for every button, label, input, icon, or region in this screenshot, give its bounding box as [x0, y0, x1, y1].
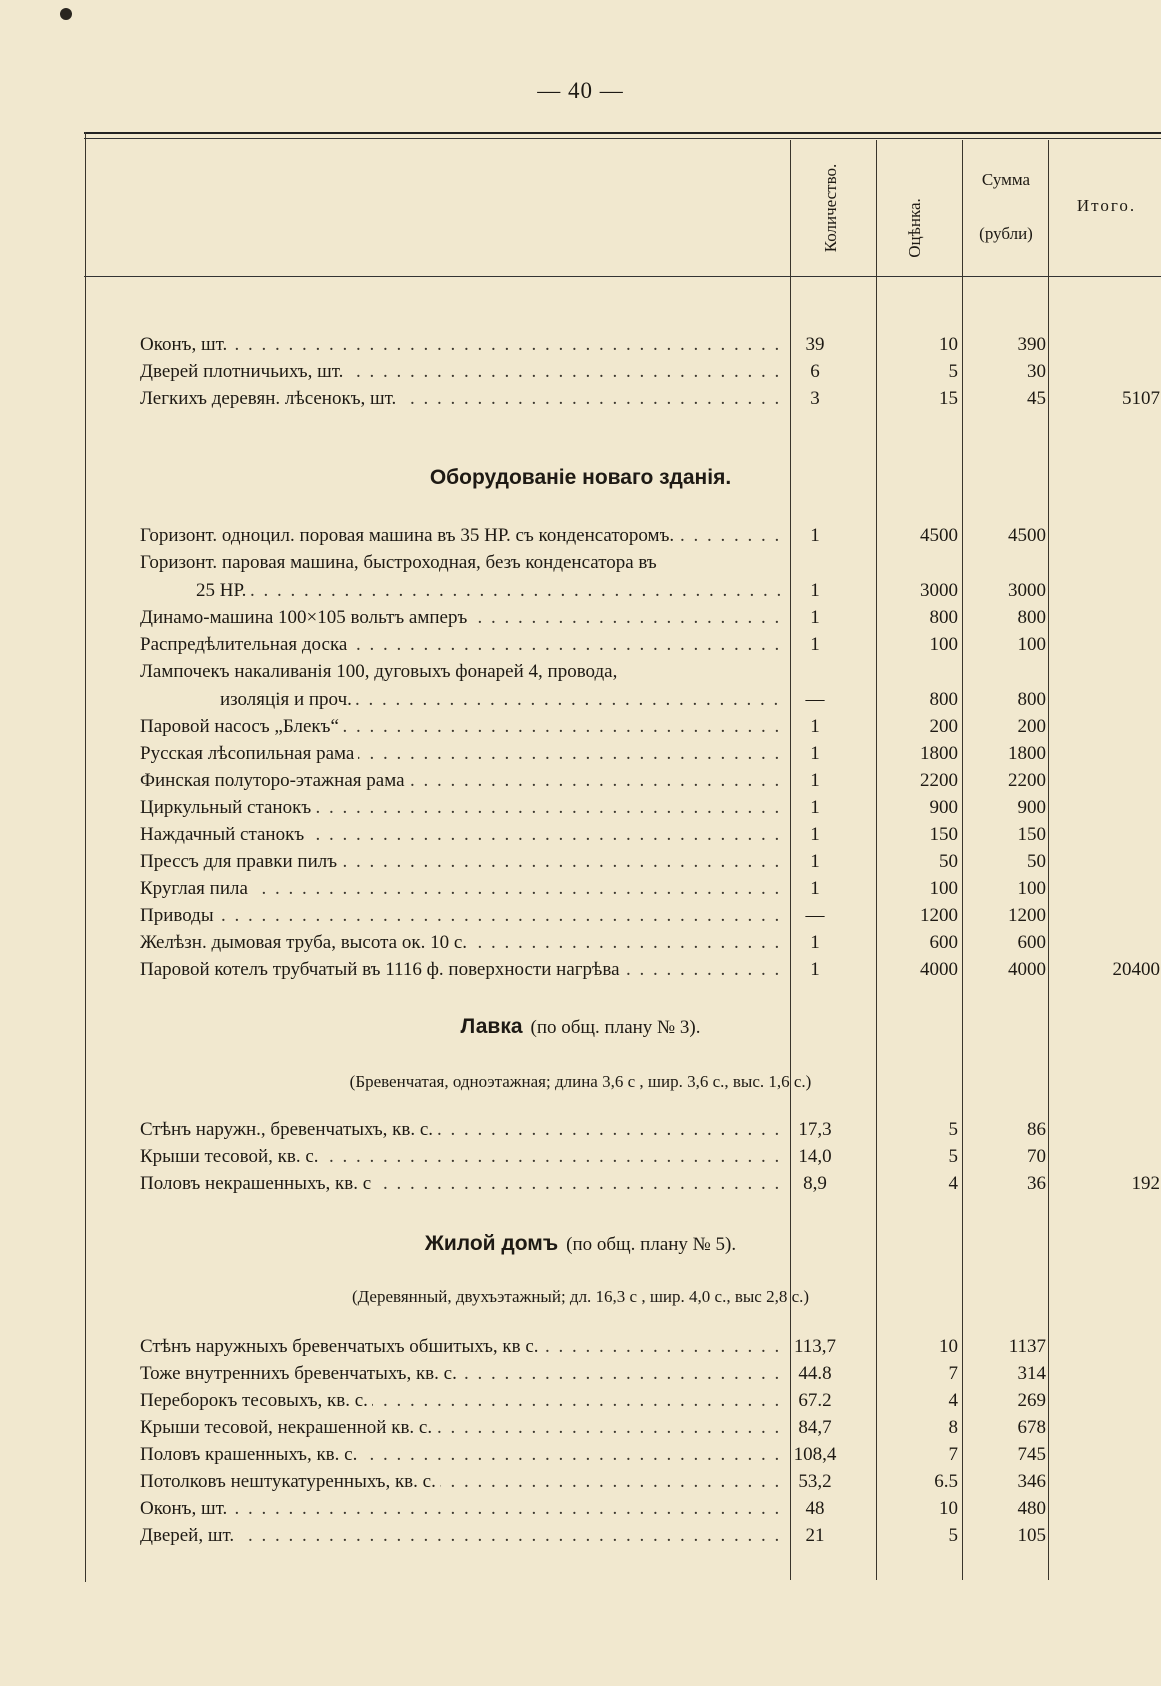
section-subtitle-house: (Деревянный, двухъэтажный; дл. 16,3 с , шир. 4,0 с., выс 2,8 с.) [351, 1287, 810, 1306]
row-rate: 5 [948, 1525, 958, 1546]
table-row [0, 1525, 1161, 1551]
table-row [0, 1471, 1161, 1497]
row-sum: 390 [1017, 334, 1046, 355]
row-rate: 5 [948, 1119, 958, 1140]
row-sum: 105 [1017, 1525, 1046, 1546]
row-quantity: 48 [805, 1498, 825, 1519]
header-total: Итого. [1076, 196, 1137, 215]
table-row-line1 [0, 661, 1161, 687]
row-description-cont [196, 580, 780, 602]
row-description-text: Переборокъ тесовыхъ, кв. с. [140, 1390, 372, 1411]
row-sum: 50 [1027, 851, 1046, 872]
row-sum: 678 [1017, 1417, 1046, 1438]
table-row [0, 1173, 1161, 1199]
row-description-text: Стѣнъ наружн., бревенчатыхъ, кв. с. [140, 1119, 437, 1140]
row-total: 20400 [1112, 959, 1160, 980]
row-rate: 15 [939, 388, 958, 409]
table-row [0, 361, 1161, 387]
row-sum: 100 [1017, 878, 1046, 899]
row-rate: 3000 [920, 580, 958, 601]
row-description [140, 1525, 780, 1547]
row-description [140, 878, 780, 900]
table-top-rule [84, 132, 1161, 134]
row-total: 5107 [1122, 388, 1160, 409]
row-description [140, 1363, 780, 1385]
table-row [0, 1146, 1161, 1172]
row-sum: 745 [1017, 1444, 1046, 1465]
row-rate: 100 [929, 634, 958, 655]
row-description-text: Стѣнъ наружныхъ бревенчатыхъ обшитыхъ, кв с. [140, 1336, 543, 1357]
row-sum: 1200 [1008, 905, 1046, 926]
row-description [140, 716, 780, 738]
table-row [0, 580, 1161, 606]
row-sum: 346 [1017, 1471, 1046, 1492]
row-rate: 8 [948, 1417, 958, 1438]
table-top-rule-thin [84, 138, 1161, 139]
table-header-rule [84, 276, 1161, 277]
row-sum: 4500 [1008, 525, 1046, 546]
row-description-text: Паровой насосъ „Блекъ“ [140, 716, 343, 737]
row-description [140, 634, 780, 656]
row-description [140, 334, 780, 356]
row-sum: 800 [1017, 607, 1046, 628]
row-sum: 4000 [1008, 959, 1046, 980]
row-quantity: 1 [810, 743, 820, 764]
row-quantity: 17,3 [798, 1119, 832, 1140]
row-description-text: Крыши тесовой, некрашенной кв. с. [140, 1417, 436, 1438]
row-rate: 800 [929, 689, 958, 710]
row-description [140, 388, 780, 410]
row-description-text: Дверей плотничьихъ, шт. [140, 361, 347, 382]
row-rate: 5 [948, 1146, 958, 1167]
row-description-text: Потолковъ нештукатуренныхъ, кв. с. [140, 1471, 440, 1492]
row-description [140, 1498, 780, 1520]
row-description [140, 824, 780, 846]
row-rate: 100 [929, 878, 958, 899]
row-rate: 6.5 [934, 1471, 958, 1492]
row-rate: 7 [948, 1444, 958, 1465]
row-rate: 150 [929, 824, 958, 845]
row-sum: 150 [1017, 824, 1046, 845]
row-quantity: 1 [810, 878, 820, 899]
row-sum: 1137 [1008, 1336, 1046, 1357]
row-description-text: Горизонт. одноцил. поровая машина въ 35 НР. съ конденсаторомъ. [140, 525, 678, 546]
row-quantity: 1 [810, 851, 820, 872]
row-description-text: Финская полуторо-этажная рама [140, 770, 409, 791]
table-row [0, 770, 1161, 796]
section-note-house: (по общ. плану № 5). [566, 1234, 737, 1255]
table-row [0, 634, 1161, 660]
row-quantity: 6 [810, 361, 820, 382]
row-quantity: 53,2 [798, 1471, 832, 1492]
table-row [0, 797, 1161, 823]
row-quantity: — [805, 689, 825, 710]
table-row-line1 [0, 552, 1161, 578]
table-row [0, 334, 1161, 360]
page-number: — 40 — [537, 78, 624, 103]
row-rate: 10 [939, 1336, 958, 1357]
row-quantity: 113,7 [793, 1336, 837, 1357]
table-row [0, 851, 1161, 877]
table-row [0, 388, 1161, 414]
header-sum-unit: (рубли) [979, 224, 1033, 243]
row-rate: 4 [948, 1390, 958, 1411]
header-rate: Оцѣнка. [905, 198, 924, 258]
row-description-text: Циркульный станокъ [140, 797, 315, 818]
table-row [0, 824, 1161, 850]
table-row [0, 716, 1161, 742]
row-rate: 7 [948, 1363, 958, 1384]
row-description-text: Приводы [140, 905, 218, 926]
row-description [140, 1390, 780, 1412]
section-note-shop: (по общ. плану № 3). [530, 1017, 701, 1038]
row-quantity: 67.2 [798, 1390, 832, 1411]
row-description [140, 797, 780, 819]
row-quantity: 1 [810, 770, 820, 791]
row-sum: 600 [1017, 932, 1046, 953]
row-sum: 269 [1017, 1390, 1046, 1411]
row-description [140, 959, 780, 981]
row-rate: 50 [939, 851, 958, 872]
row-sum: 36 [1027, 1173, 1046, 1194]
row-sum: 30 [1027, 361, 1046, 382]
row-quantity: 84,7 [798, 1417, 832, 1438]
table-row [0, 525, 1161, 551]
table-row [0, 1336, 1161, 1362]
row-quantity: 1 [810, 824, 820, 845]
row-quantity: 39 [805, 334, 825, 355]
row-description-text: 25 НР. [196, 580, 250, 601]
row-description-text: Легкихъ деревян. лѣсенокъ, шт. [140, 388, 400, 409]
row-rate: 1200 [920, 905, 958, 926]
row-rate: 10 [939, 1498, 958, 1519]
row-quantity: 14,0 [798, 1146, 832, 1167]
row-sum: 800 [1017, 689, 1046, 710]
row-description: Лампочекъ накаливанія 100, дуговыхъ фонарей 4, провода, [140, 661, 618, 682]
row-quantity: 1 [810, 959, 820, 980]
table-row [0, 743, 1161, 769]
table-row [0, 607, 1161, 633]
row-description-text: Половъ крашенныхъ, кв. с. [140, 1444, 361, 1465]
row-description-text: Русская лѣсопильная рама [140, 743, 358, 764]
section-title-house: Жилой домъ [424, 1232, 559, 1255]
row-description [140, 1336, 780, 1358]
row-sum: 900 [1017, 797, 1046, 818]
row-quantity: 1 [810, 607, 820, 628]
row-rate: 800 [929, 607, 958, 628]
row-description [140, 1119, 780, 1141]
table-row [0, 905, 1161, 931]
header-quantity: Количество. [821, 163, 840, 253]
row-rate: 200 [929, 716, 958, 737]
section-heading-shop [0, 1015, 1161, 1039]
row-quantity: 1 [810, 525, 820, 546]
row-description-text: Дверей, шт. [140, 1525, 238, 1546]
table-row [0, 1390, 1161, 1416]
row-description [140, 1146, 780, 1168]
row-description [140, 607, 780, 629]
row-description-text: Крыши тесовой, кв. с. [140, 1146, 323, 1167]
row-quantity: 1 [810, 797, 820, 818]
row-description [140, 743, 780, 765]
row-quantity: 44.8 [798, 1363, 832, 1384]
table-row [0, 878, 1161, 904]
row-description [140, 361, 780, 383]
row-sum: 3000 [1008, 580, 1046, 601]
row-description [140, 770, 780, 792]
row-description-text: Наждачный станокъ [140, 824, 308, 845]
table-row [0, 1498, 1161, 1524]
row-description-text: Оконъ, шт. [140, 334, 231, 355]
section-title-shop: Лавка [460, 1015, 523, 1038]
row-description-text: Тоже внутреннихъ бревенчатыхъ, кв. с. [140, 1363, 461, 1384]
row-quantity: 8,9 [803, 1173, 827, 1194]
table-row [0, 689, 1161, 715]
row-sum: 200 [1017, 716, 1046, 737]
row-rate: 1800 [920, 743, 958, 764]
row-rate: 900 [929, 797, 958, 818]
row-description [140, 932, 780, 954]
row-description [140, 1471, 780, 1493]
row-quantity: 3 [810, 388, 820, 409]
row-sum: 100 [1017, 634, 1046, 655]
row-description-cont [220, 689, 780, 711]
row-rate: 10 [939, 334, 958, 355]
row-total: 192 [1131, 1173, 1160, 1194]
table-row [0, 1363, 1161, 1389]
row-rate: 4 [948, 1173, 958, 1194]
row-quantity: 1 [810, 580, 820, 601]
row-description-text: Половъ некрашенныхъ, кв. с [140, 1173, 375, 1194]
row-rate: 2200 [920, 770, 958, 791]
row-sum: 86 [1027, 1119, 1046, 1140]
row-quantity: — [805, 905, 825, 926]
row-description-text: Распредѣлительная доска [140, 634, 351, 655]
row-rate: 600 [929, 932, 958, 953]
row-sum: 314 [1017, 1363, 1046, 1384]
row-rate: 4000 [920, 959, 958, 980]
row-description-text: Паровой котелъ трубчатый въ 1116 ф. поверхности нагрѣва [140, 959, 624, 980]
row-quantity: 1 [810, 634, 820, 655]
header-sum: Сумма [981, 170, 1031, 189]
table-row [0, 932, 1161, 958]
row-description [140, 1173, 780, 1195]
row-description [140, 905, 780, 927]
row-sum: 45 [1027, 388, 1046, 409]
table-row [0, 1444, 1161, 1470]
row-sum: 480 [1017, 1498, 1046, 1519]
row-rate: 4500 [920, 525, 958, 546]
row-description-text: Прессъ для правки пилъ [140, 851, 341, 872]
row-quantity: 1 [810, 716, 820, 737]
table-row [0, 1417, 1161, 1443]
row-description-text: Динамо-машина 100×105 вольтъ амперъ [140, 607, 471, 628]
row-description-text: Круглая пила [140, 878, 252, 899]
row-description [140, 1444, 780, 1466]
row-sum: 70 [1027, 1146, 1046, 1167]
row-description [140, 525, 780, 547]
table-row [0, 1119, 1161, 1145]
row-description [140, 851, 780, 873]
row-sum: 2200 [1008, 770, 1046, 791]
row-description-text: изоляція и проч. [220, 689, 356, 710]
section-heading-house [0, 1232, 1161, 1256]
row-quantity: 108,4 [793, 1444, 837, 1465]
row-quantity: 21 [805, 1525, 825, 1546]
section-subtitle-shop: (Бревенчатая, одноэтажная; длина 3,6 с , шир. 3,6 с., выс. 1,6 с.) [349, 1072, 812, 1091]
row-description: Горизонт. паровая машина, быстроходная, безъ конденсатора въ [140, 552, 657, 573]
row-description-text: Желѣзн. дымовая труба, высота ок. 10 с. [140, 932, 471, 953]
ink-blot [60, 8, 72, 20]
row-rate: 5 [948, 361, 958, 382]
table-row [0, 959, 1161, 985]
row-description-text: Оконъ, шт. [140, 1498, 231, 1519]
row-quantity: 1 [810, 932, 820, 953]
row-sum: 1800 [1008, 743, 1046, 764]
section-title-equipment: Оборудованіе новаго зданія. [429, 466, 732, 489]
row-description [140, 1417, 780, 1439]
